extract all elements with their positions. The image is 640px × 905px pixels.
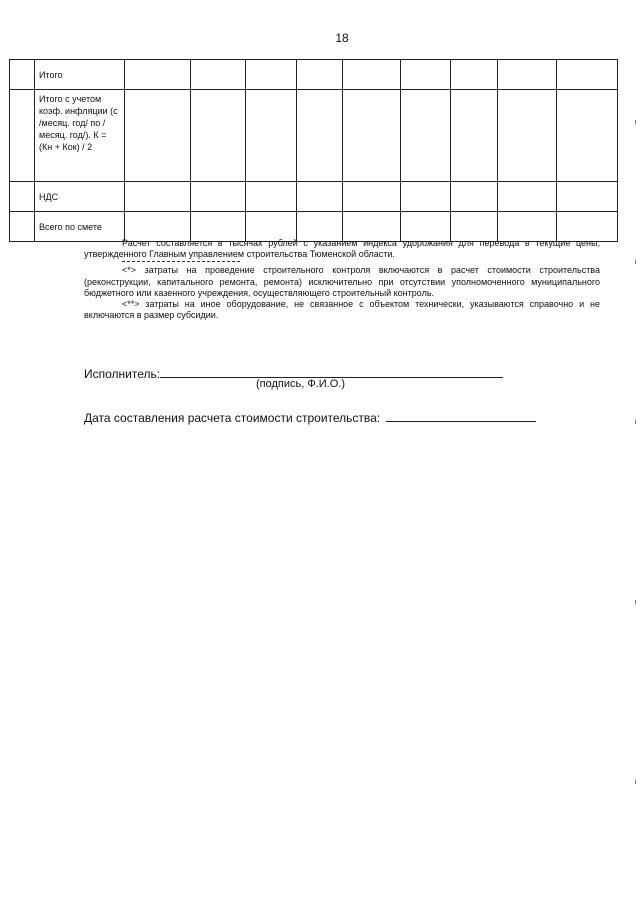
row-label-total: Итого [35, 60, 125, 90]
scan-edge-mark [635, 120, 636, 124]
table-cell-number [10, 60, 35, 90]
estimate-date-line [84, 409, 536, 425]
note-main: Расчет составляется в тысячах рублей с указанием индекса удорожания для перевода в текущие цены, утвержденного Главным управлением строительства Тюменской области. [84, 238, 600, 260]
estimate-table [9, 59, 618, 242]
scan-edge-mark [635, 260, 636, 264]
table-cell-number [10, 212, 35, 242]
footnote-construction-control: <*> затраты на проведение строительного контроля включаются в расчет стоимости строительства (реконструкции, капитального ремонта, ремонта) исключительно при отсутствии уполномоченного муниципального бюджетного или казенного учреждения, осуществляющего строительный контроль. [84, 265, 600, 298]
footnote-other-equipment: <**> затраты на иное оборудование, не связанное с объектом технически, указываются справочно и не включаются в размер субсидии. [84, 299, 600, 321]
footnote-separator [122, 261, 240, 264]
scan-edge-mark [635, 780, 636, 784]
executor-label: Исполнитель: [84, 367, 161, 381]
executor-underline [160, 365, 503, 378]
scan-edge-mark [635, 420, 636, 424]
table-cell-number [10, 90, 35, 182]
estimate-date-underline [386, 409, 536, 422]
table-row-total [10, 60, 618, 90]
table-row-grand-total [10, 212, 618, 242]
row-label-grand-total: Всего по смете [35, 212, 125, 242]
page-number: 18 [335, 31, 349, 45]
signature-hint: (подпись, Ф.И.О.) [256, 378, 346, 390]
table-cell-number [10, 182, 35, 212]
notes-block [84, 238, 600, 321]
estimate-date-label: Дата составления расчета стоимости строительства: [84, 411, 381, 425]
scan-edge-mark [635, 600, 636, 604]
row-label-vat: НДС [35, 182, 125, 212]
table-row-vat [10, 182, 618, 212]
table-row-total-with-inflation [10, 90, 618, 182]
row-label-total-with-inflation: Итого с учетом коэф. инфляции (с /месяц. год/ по / месяц. год/). К = (Кн + Кок) / 2 [35, 90, 125, 182]
